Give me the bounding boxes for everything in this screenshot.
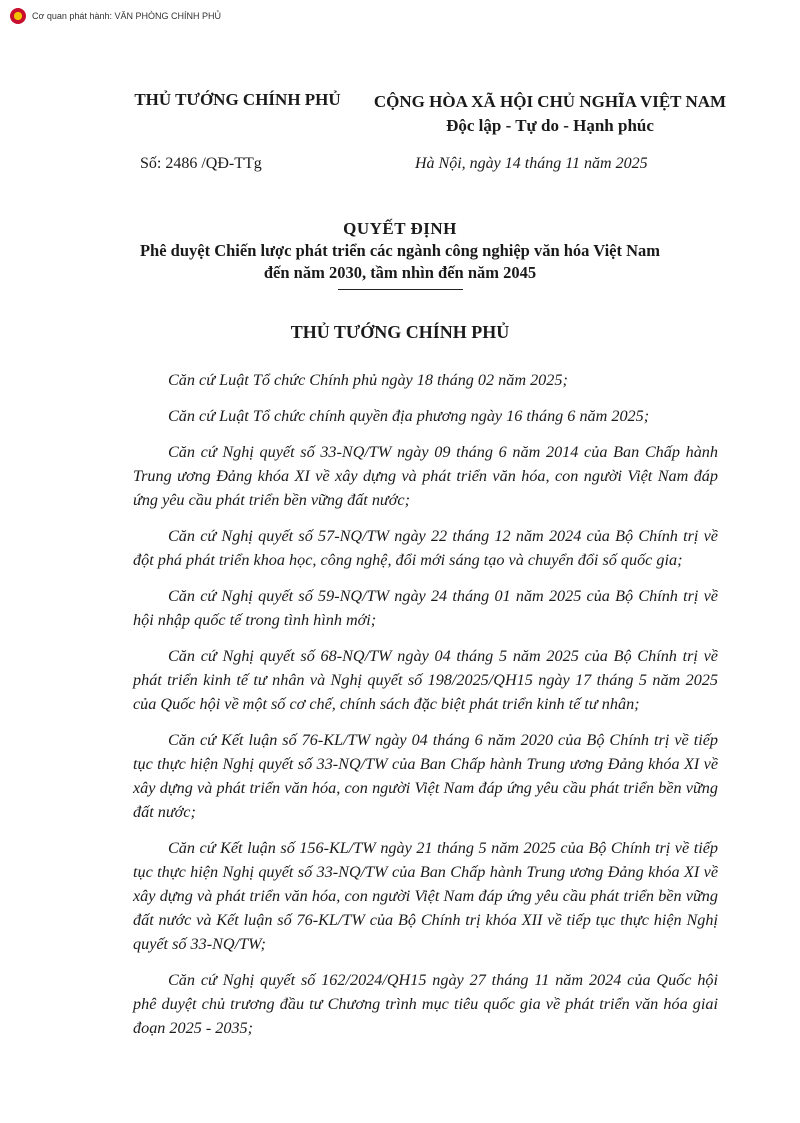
place-date: Hà Nội, ngày 14 tháng 11 năm 2025 [415,155,648,172]
document-number: Số: 2486 /QĐ-TTg [140,155,262,172]
preamble-paragraph: Căn cứ Nghị quyết số 59-NQ/TW ngày 24 tháng 01 năm 2025 của Bộ Chính trị về hội nhập quốc tế trong tình hình mới; [133,587,718,629]
issuer-label: Cơ quan phát hành: VĂN PHÒNG CHÍNH PHỦ [32,11,221,21]
document-subject-line-2: đến năm 2030, tầm nhìn đến năm 2045 [263,263,537,282]
preamble [133,368,718,1052]
preamble-paragraph: Căn cứ Kết luận số 76-KL/TW ngày 04 tháng 6 năm 2020 của Bộ Chính trị về tiếp tục thực hiện Nghị quyết số 33-NQ/TW của Ban Chấp hành Trung ương Đảng khóa XI về xây dựng và phát triển văn hóa, con người Việt Nam đáp ứng yêu cầu phát triển bền vững đất nước; [133,731,718,821]
document-type: QUYẾT ĐỊNH [343,219,457,238]
title-divider [338,289,463,290]
preamble-paragraph: Căn cứ Kết luận số 156-KL/TW ngày 21 tháng 5 năm 2025 của Bộ Chính trị về tiếp tục thực hiện Nghị quyết số 33-NQ/TW của Ban Chấp hành Trung ương Đảng khóa XI về xây dựng và phát triển văn hóa, con người Việt Nam đáp ứng yêu cầu phát triển bền vững đất nước và Kết luận số 76-KL/TW của Bộ Chính trị khóa XII về tiếp tục thực hiện Nghị quyết số 33-NQ/TW; [133,839,718,953]
preamble-paragraph: Căn cứ Nghị quyết số 68-NQ/TW ngày 04 tháng 5 năm 2025 của Bộ Chính trị về phát triển kinh tế tư nhân và Nghị quyết số 198/2025/QH15 ngày 17 tháng 5 năm 2025 của Quốc hội về một số cơ chế, chính sách đặc biệt phát triển kinh tế tư nhân; [133,647,718,713]
preamble-paragraph: Căn cứ Luật Tổ chức Chính phủ ngày 18 tháng 02 năm 2025; [168,371,568,389]
preamble-paragraph: Căn cứ Nghị quyết số 33-NQ/TW ngày 09 tháng 6 năm 2014 của Ban Chấp hành Trung ương Đảng khóa XI về xây dựng và phát triển văn hóa, con người Việt Nam đáp ứng yêu cầu phát triển bền vững đất nước; [133,443,718,509]
preamble-paragraph: Căn cứ Nghị quyết số 162/2024/QH15 ngày 27 tháng 11 năm 2024 của Quốc hội phê duyệt chủ trương đầu tư Chương trình mục tiêu quốc gia về phát triển văn hóa giai đoạn 2025 - 2035; [133,971,718,1037]
nation-name: CỘNG HÒA XÃ HỘI CHỦ NGHĨA VIỆT NAM [373,92,727,111]
national-heading [345,90,755,138]
reference-row [0,155,800,179]
issuing-authority: THỦ TƯỚNG CHÍNH PHỦ [290,322,510,342]
issuing-agency: THỦ TƯỚNG CHÍNH PHỦ [134,90,341,109]
title-block [60,218,740,290]
national-motto: Độc lập - Tự do - Hạnh phúc [446,116,654,135]
document-subject-line-1: Phê duyệt Chiến lược phát triển các ngành công nghiệp văn hóa Việt Nam [139,241,661,260]
preamble-paragraph: Căn cứ Nghị quyết số 57-NQ/TW ngày 22 tháng 12 năm 2024 của Bộ Chính trị về đột phá phát triển khoa học, công nghệ, đổi mới sáng tạo và chuyển đổi số quốc gia; [133,527,718,569]
preamble-paragraph: Căn cứ Luật Tổ chức chính quyền địa phương ngày 16 tháng 6 năm 2025; [168,407,650,425]
document-header [0,90,800,140]
national-emblem-icon [10,8,26,24]
issuer-bar [10,8,221,24]
